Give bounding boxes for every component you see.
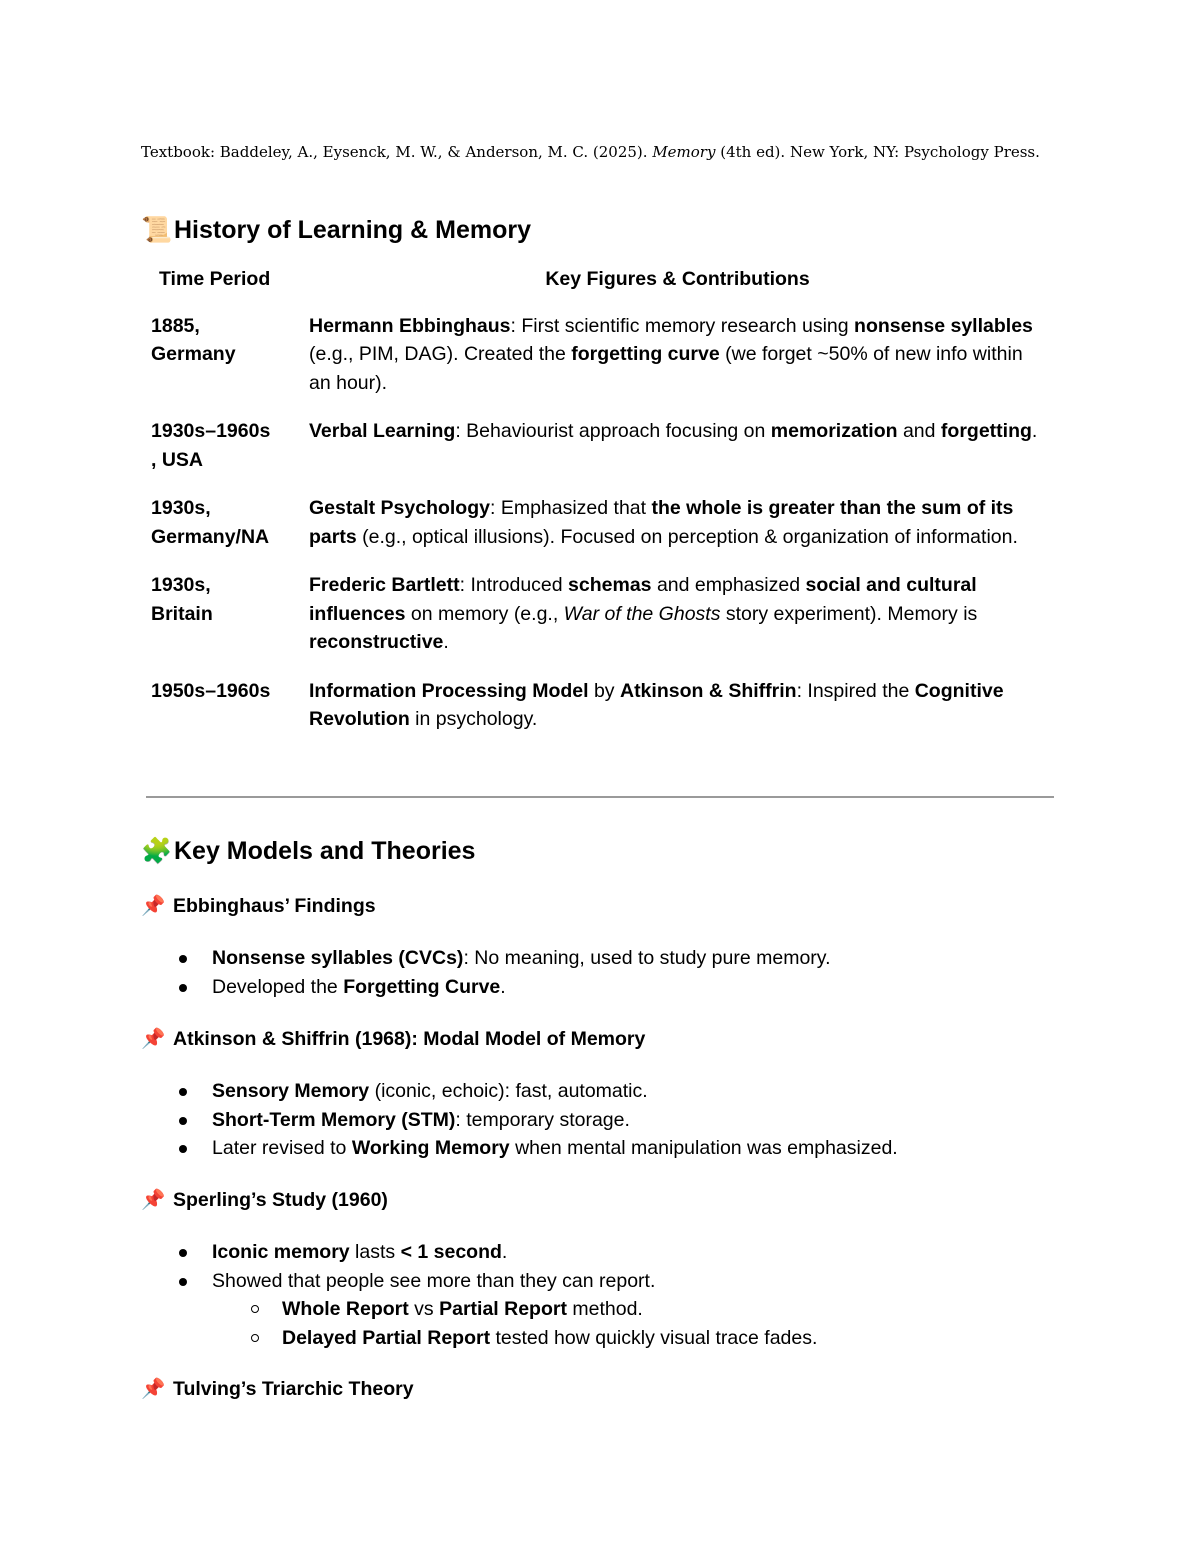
bullet-icon bbox=[179, 1145, 187, 1153]
section-heading-history bbox=[141, 215, 531, 245]
key-term: schemas bbox=[568, 574, 652, 596]
table-row bbox=[141, 494, 1046, 571]
text-run: . bbox=[1031, 420, 1038, 442]
list-item bbox=[141, 1106, 898, 1135]
sub-list-item bbox=[141, 1324, 817, 1353]
key-term: forgetting bbox=[940, 420, 1032, 442]
key-term: forgetting curve bbox=[571, 343, 720, 365]
period-line: 1885, bbox=[151, 314, 200, 337]
text-run: : No meaning, used to study pure memory. bbox=[463, 947, 831, 969]
key-term: Whole Report bbox=[282, 1298, 409, 1320]
text-run: and bbox=[897, 420, 941, 442]
horizontal-divider bbox=[146, 796, 1054, 798]
col-header-time-period: Time Period bbox=[159, 268, 271, 290]
key-term: Information Processing Model bbox=[309, 679, 589, 702]
text-run: (we forget ~50% of new info within an hour). bbox=[309, 343, 1023, 394]
key-term: Iconic memory bbox=[212, 1241, 350, 1263]
text-run: Showed that people see more than they can report. bbox=[212, 1269, 656, 1292]
table-row bbox=[141, 312, 1046, 418]
key-figure: Frederic Bartlett bbox=[309, 574, 460, 596]
text-run: : Inspired the bbox=[796, 679, 915, 702]
text-run: vs bbox=[408, 1298, 440, 1320]
bullet-icon bbox=[179, 1249, 187, 1257]
citation-book-title: Memory bbox=[652, 143, 716, 161]
subheading-text: Ebbinghaus’ Findings bbox=[173, 895, 376, 917]
table-row bbox=[141, 417, 1046, 494]
period-line: Germany bbox=[151, 343, 236, 365]
list-item bbox=[141, 1134, 898, 1163]
contribution-cell bbox=[309, 571, 1046, 677]
text-run: . bbox=[501, 1241, 508, 1263]
text-run: . bbox=[500, 975, 506, 998]
key-term: Cognitive Revolution bbox=[309, 679, 1004, 730]
subheading-text: Atkinson & Shiffrin (1968): Modal Model of Memory bbox=[173, 1028, 646, 1050]
text-run: by bbox=[588, 679, 620, 702]
key-term: the whole is greater than the sum of its parts bbox=[309, 497, 1014, 548]
time-period-cell bbox=[141, 312, 309, 418]
key-term: Forgetting Curve bbox=[343, 975, 501, 998]
list-item bbox=[141, 1238, 817, 1267]
key-term: Short-Term Memory (STM) bbox=[212, 1108, 456, 1131]
bullet-icon bbox=[179, 1278, 187, 1286]
text-run: (iconic, echoic): fast, automatic. bbox=[369, 1080, 648, 1102]
text-run: when mental manipulation was emphasized. bbox=[509, 1137, 898, 1159]
contribution-cell bbox=[309, 417, 1046, 494]
key-term: Nonsense syllables (CVCs) bbox=[212, 947, 464, 969]
sperling-list bbox=[141, 1238, 817, 1352]
key-figure: Atkinson & Shiffrin bbox=[619, 679, 797, 702]
citation-authors: Textbook: Baddeley, A., Eysenck, M. W., & Anderson, M. C. (2025). bbox=[141, 143, 653, 161]
time-period-cell bbox=[141, 494, 309, 571]
citation-publisher: (4th ed). New York, NY: Psychology Press. bbox=[715, 143, 1040, 161]
text-run: : Behaviourist approach focusing on bbox=[455, 420, 771, 442]
models-heading-text: Key Models and Theories bbox=[174, 837, 476, 865]
key-term: Delayed Partial Report bbox=[282, 1326, 491, 1349]
key-figure: Gestalt Psychology bbox=[309, 497, 490, 519]
text-run: : Introduced bbox=[459, 574, 569, 596]
bullet-icon bbox=[179, 1117, 187, 1125]
text-run: on memory (e.g., bbox=[405, 602, 564, 625]
text-run: method. bbox=[566, 1298, 643, 1320]
subheading-tulving bbox=[141, 1376, 414, 1402]
time-period-cell bbox=[141, 571, 309, 677]
pushpin-icon: 📌 bbox=[141, 895, 166, 917]
table-row bbox=[141, 571, 1046, 677]
text-run: : Emphasized that bbox=[489, 497, 652, 519]
key-term: < 1 second bbox=[400, 1241, 502, 1263]
pushpin-icon: 📌 bbox=[141, 1028, 166, 1050]
key-term: memorization bbox=[770, 420, 898, 442]
subheading-atkinson-shiffrin bbox=[141, 1026, 645, 1052]
bullet-icon bbox=[179, 984, 187, 992]
ebbinghaus-list bbox=[141, 944, 831, 1001]
text-run: (e.g., optical illusions). Focused on perception & organization of information. bbox=[356, 525, 1018, 548]
textbook-citation bbox=[141, 141, 1041, 164]
col-header-key-figures: Key Figures & Contributions bbox=[545, 268, 810, 290]
text-run: : First scientific memory research using bbox=[510, 314, 855, 337]
key-term: Working Memory bbox=[351, 1137, 510, 1159]
text-run: in psychology. bbox=[409, 708, 538, 730]
subheading-text: Tulving’s Triarchic Theory bbox=[173, 1378, 414, 1400]
key-term: nonsense syllables bbox=[854, 314, 1033, 337]
period-line: 1930s–1960s bbox=[151, 420, 271, 442]
contribution-cell bbox=[309, 494, 1046, 571]
scroll-icon: 📜 bbox=[141, 216, 173, 244]
text-run: . bbox=[443, 631, 449, 653]
list-item bbox=[141, 1267, 817, 1296]
bullet-icon bbox=[179, 955, 187, 963]
period-line: Britain bbox=[151, 602, 213, 625]
contribution-cell bbox=[309, 312, 1046, 418]
text-run: story experiment). Memory is bbox=[720, 602, 978, 625]
history-heading-text: History of Learning & Memory bbox=[174, 216, 531, 244]
text-run: Developed the bbox=[212, 975, 344, 998]
period-line: Germany/NA bbox=[151, 525, 270, 548]
list-item bbox=[141, 944, 831, 973]
key-term: reconstructive bbox=[309, 631, 444, 653]
text-run: Later revised to bbox=[212, 1137, 352, 1159]
story-title: War of the Ghosts bbox=[563, 602, 721, 625]
contribution-cell bbox=[309, 677, 1046, 754]
period-line: 1930s, bbox=[151, 497, 211, 519]
atkinson-list bbox=[141, 1077, 898, 1163]
subheading-text: Sperling’s Study (1960) bbox=[173, 1189, 388, 1211]
history-table bbox=[141, 263, 1046, 754]
period-line: 1930s, bbox=[151, 574, 211, 596]
subheading-sperling bbox=[141, 1187, 388, 1213]
sub-list-item bbox=[141, 1295, 817, 1324]
time-period-cell bbox=[141, 417, 309, 494]
hollow-bullet-icon bbox=[251, 1305, 259, 1313]
text-run: : temporary storage. bbox=[455, 1108, 630, 1131]
pushpin-icon: 📌 bbox=[141, 1378, 166, 1400]
subheading-ebbinghaus bbox=[141, 893, 376, 919]
section-heading-models bbox=[141, 836, 475, 866]
table-row bbox=[141, 677, 1046, 754]
puzzle-piece-icon: 🧩 bbox=[141, 837, 173, 865]
key-term: social and cultural influences bbox=[309, 574, 977, 625]
hollow-bullet-icon bbox=[251, 1334, 259, 1342]
text-run: tested how quickly visual trace fades. bbox=[490, 1326, 818, 1349]
list-item bbox=[141, 1077, 898, 1106]
period-line: 1950s–1960s bbox=[151, 679, 271, 702]
table-header-row bbox=[141, 263, 1046, 312]
key-figure: Hermann Ebbinghaus bbox=[309, 314, 511, 337]
text-run: and emphasized bbox=[651, 574, 806, 596]
key-figure: Verbal Learning bbox=[309, 420, 456, 442]
key-term: Sensory Memory bbox=[212, 1080, 370, 1102]
period-line: , USA bbox=[151, 448, 204, 471]
key-term: Partial Report bbox=[439, 1298, 567, 1320]
text-run: (e.g., PIM, DAG). Created the bbox=[309, 343, 572, 365]
time-period-cell bbox=[141, 677, 309, 754]
text-run: lasts bbox=[349, 1241, 401, 1263]
bullet-icon bbox=[179, 1088, 187, 1096]
pushpin-icon: 📌 bbox=[141, 1189, 166, 1211]
list-item bbox=[141, 973, 831, 1002]
